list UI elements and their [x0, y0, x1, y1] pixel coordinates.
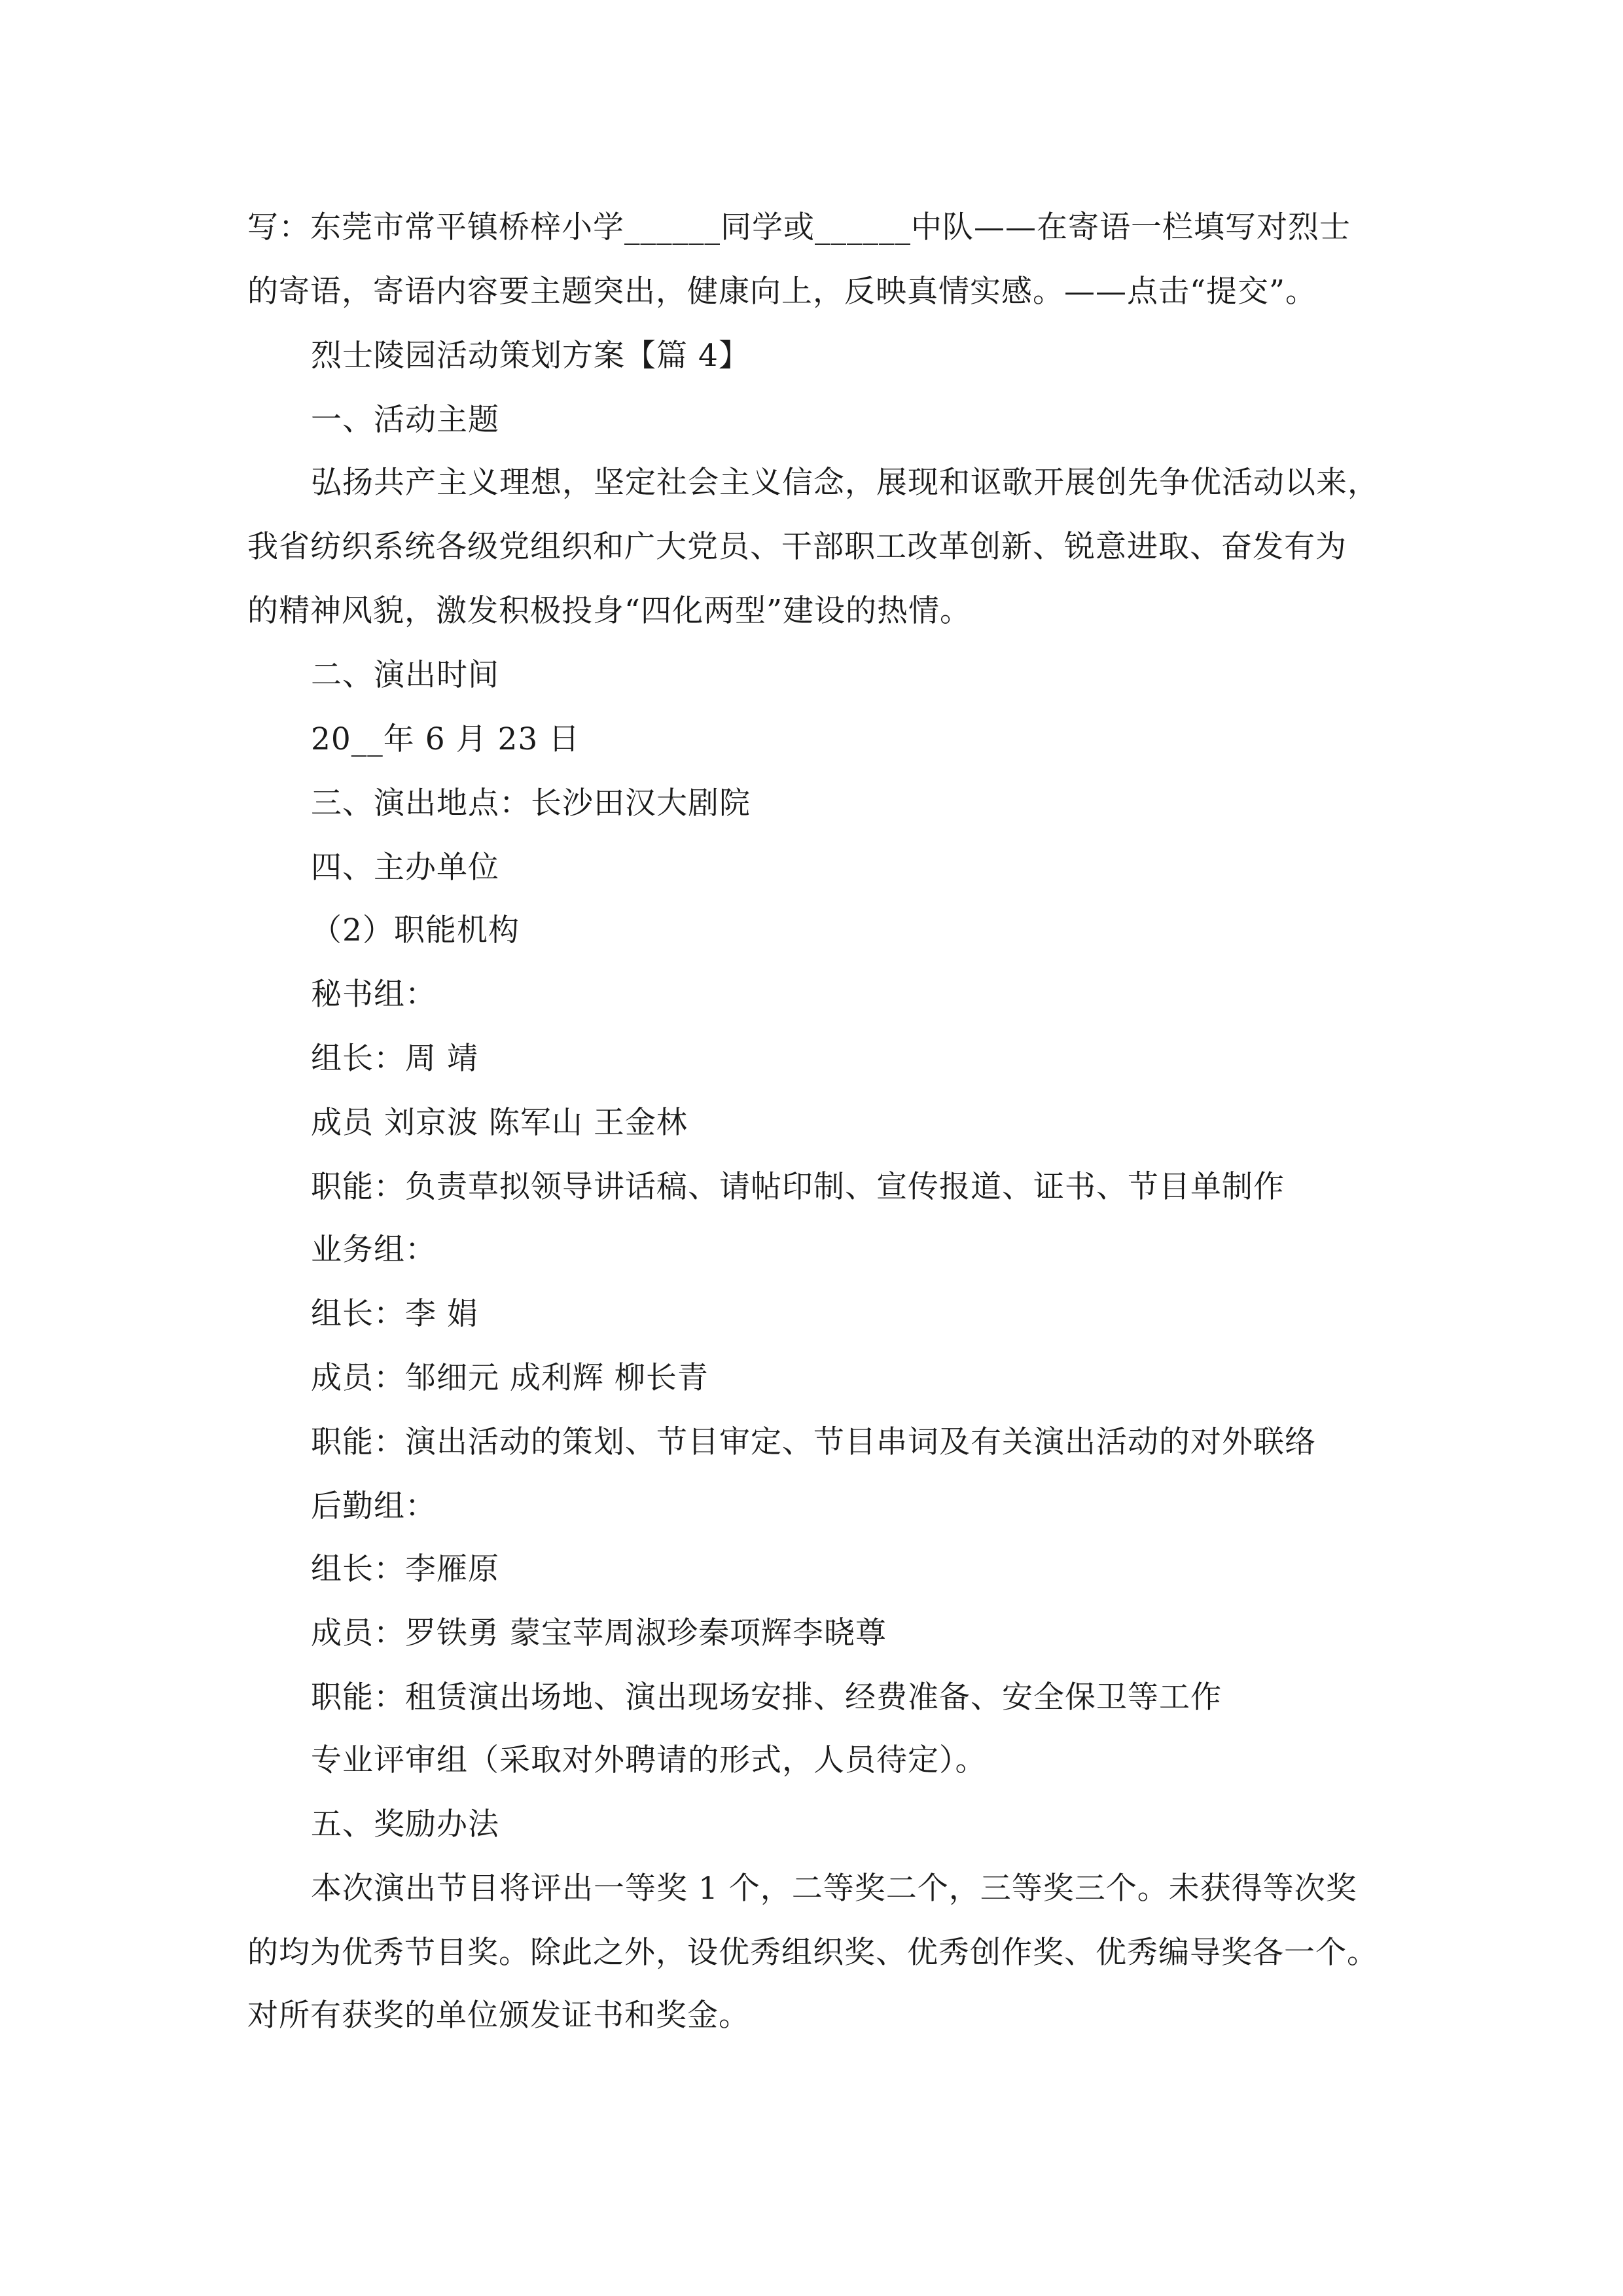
paragraph-line: 的精神风貌，激发积极投身“四化两型”建设的热情。: [247, 593, 972, 629]
paragraph-line: 弘扬共产主义理想，坚定社会主义信念，展现和讴歌开展创先争优活动以来，: [311, 465, 1379, 501]
paragraph-line: 的寄语，寄语内容要主题突出，健康向上，反映真情实感。——点击“提交”。: [247, 274, 1317, 310]
performance-date: 20__年 6 月 23 日: [311, 721, 580, 757]
heading-organizer: 四、主办单位: [311, 850, 499, 886]
paragraph-line: 我省纺织系统各级党组织和广大党员、干部职工改革创新、锐意进取、奋发有为: [247, 529, 1347, 565]
group-leader: 组长：周 靖: [311, 1041, 478, 1077]
paragraph-line: 写：东莞市常平镇桥梓小学______同学或______中队——在寄语一栏填写对烈士: [247, 209, 1351, 245]
group-members: 成员：罗铁勇 蒙宝苹周淑珍秦项辉李晓尊: [311, 1615, 887, 1651]
group-business: 业务组：: [311, 1232, 437, 1268]
group-members: 成员：邹细元 成利辉 柳长青: [311, 1360, 709, 1396]
group-function: 职能：演出活动的策划、节目审定、节目串词及有关演出活动的对外联络: [311, 1424, 1316, 1460]
group-review-panel: 专业评审组（采取对外聘请的形式，人员待定）。: [311, 1742, 987, 1778]
paragraph-line: 对所有获奖的单位颁发证书和奖金。: [247, 1998, 750, 2034]
heading-performance-time: 二、演出时间: [311, 657, 499, 693]
paragraph-line: 本次演出节目将评出一等奖 1 个，二等奖二个，三等奖三个。未获得等次奖: [311, 1871, 1357, 1907]
group-function: 职能：负责草拟领导讲话稿、请帖印制、宣传报道、证书、节目单制作: [311, 1169, 1285, 1205]
paragraph-line: 的均为优秀节目奖。除此之外，设优秀组织奖、优秀创作奖、优秀编导奖各一个。: [247, 1935, 1378, 1971]
group-members: 成员 刘京波 陈军山 王金林: [311, 1105, 688, 1141]
group-leader: 组长：李雁原: [311, 1551, 499, 1587]
heading-performance-venue: 三、演出地点：长沙田汉大剧院: [311, 785, 751, 821]
group-logistics: 后勤组：: [311, 1488, 437, 1524]
subheading-functions: （2）职能机构: [311, 912, 520, 948]
section-title: 烈士陵园活动策划方案【篇 4】: [311, 338, 750, 374]
heading-activity-theme: 一、活动主题: [311, 402, 499, 438]
group-leader: 组长：李 娟: [311, 1296, 478, 1332]
group-function: 职能：租赁演出场地、演出现场安排、经费准备、安全保卫等工作: [311, 1679, 1222, 1715]
heading-rewards: 五、奖励办法: [311, 1806, 499, 1842]
group-secretariat: 秘书组：: [311, 977, 437, 1013]
